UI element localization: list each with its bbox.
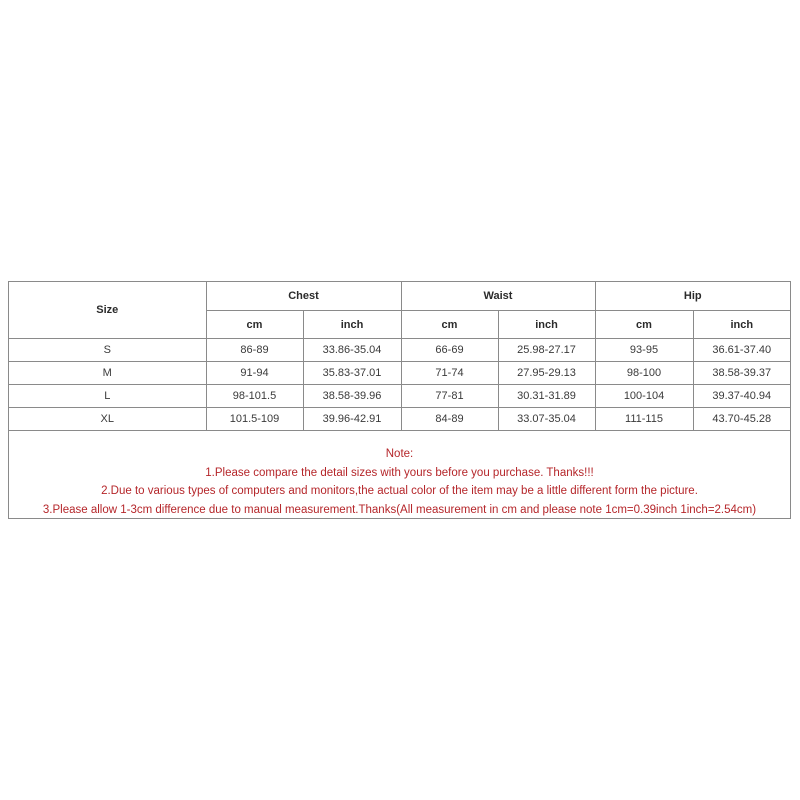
chest-inch-cell: 39.96-42.91 bbox=[303, 408, 401, 431]
waist-inch-cell: 30.31-31.89 bbox=[498, 385, 595, 408]
note-line-1: 1.Please compare the detail sizes with yours before you purchase. Thanks!!! bbox=[205, 466, 594, 479]
hip-inch-header: inch bbox=[693, 311, 790, 339]
note-heading: Note: bbox=[385, 448, 414, 460]
table-row bbox=[9, 339, 790, 362]
waist-cm-header: cm bbox=[401, 311, 498, 339]
chest-cm-header: cm bbox=[206, 311, 303, 339]
chest-inch-header: inch bbox=[303, 311, 401, 339]
size-table bbox=[9, 282, 790, 431]
hip-cm-cell: 100-104 bbox=[595, 385, 693, 408]
notes-section bbox=[9, 445, 790, 519]
chest-cm-cell: 98-101.5 bbox=[206, 385, 303, 408]
hip-cm-header: cm bbox=[595, 311, 693, 339]
size-header: Size bbox=[9, 282, 206, 339]
chest-inch-cell: 35.83-37.01 bbox=[303, 362, 401, 385]
size-cell: M bbox=[9, 362, 206, 385]
hip-header: Hip bbox=[595, 282, 790, 311]
hip-inch-cell: 43.70-45.28 bbox=[693, 408, 790, 431]
chest-inch-cell: 38.58-39.96 bbox=[303, 385, 401, 408]
chest-cm-cell: 91-94 bbox=[206, 362, 303, 385]
chest-inch-cell: 33.86-35.04 bbox=[303, 339, 401, 362]
table-header-row bbox=[9, 282, 790, 311]
table-row bbox=[9, 385, 790, 408]
hip-cm-cell: 98-100 bbox=[595, 362, 693, 385]
chest-header: Chest bbox=[206, 282, 401, 311]
hip-inch-cell: 39.37-40.94 bbox=[693, 385, 790, 408]
waist-inch-header: inch bbox=[498, 311, 595, 339]
waist-inch-cell: 27.95-29.13 bbox=[498, 362, 595, 385]
waist-cm-cell: 84-89 bbox=[401, 408, 498, 431]
waist-cm-cell: 71-74 bbox=[401, 362, 498, 385]
table-row bbox=[9, 362, 790, 385]
hip-inch-cell: 38.58-39.37 bbox=[693, 362, 790, 385]
size-chart bbox=[8, 281, 791, 519]
chest-cm-cell: 101.5-109 bbox=[206, 408, 303, 431]
hip-cm-cell: 111-115 bbox=[595, 408, 693, 431]
hip-inch-cell: 36.61-37.40 bbox=[693, 339, 790, 362]
waist-cm-cell: 77-81 bbox=[401, 385, 498, 408]
chest-cm-cell: 86-89 bbox=[206, 339, 303, 362]
waist-inch-cell: 33.07-35.04 bbox=[498, 408, 595, 431]
size-cell: S bbox=[9, 339, 206, 362]
size-cell: L bbox=[9, 385, 206, 408]
size-cell: XL bbox=[9, 408, 206, 431]
waist-header: Waist bbox=[401, 282, 595, 311]
hip-cm-cell: 93-95 bbox=[595, 339, 693, 362]
note-line-3: 3.Please allow 1-3cm difference due to manual measurement.Thanks(All measurement in cm and please note 1cm=0.39inch 1inch=2.54cm) bbox=[42, 503, 757, 516]
waist-cm-cell: 66-69 bbox=[401, 339, 498, 362]
waist-inch-cell: 25.98-27.17 bbox=[498, 339, 595, 362]
note-line-2: 2.Due to various types of computers and monitors,the actual color of the item may be a little different form the picture. bbox=[101, 485, 698, 497]
table-row bbox=[9, 408, 790, 431]
